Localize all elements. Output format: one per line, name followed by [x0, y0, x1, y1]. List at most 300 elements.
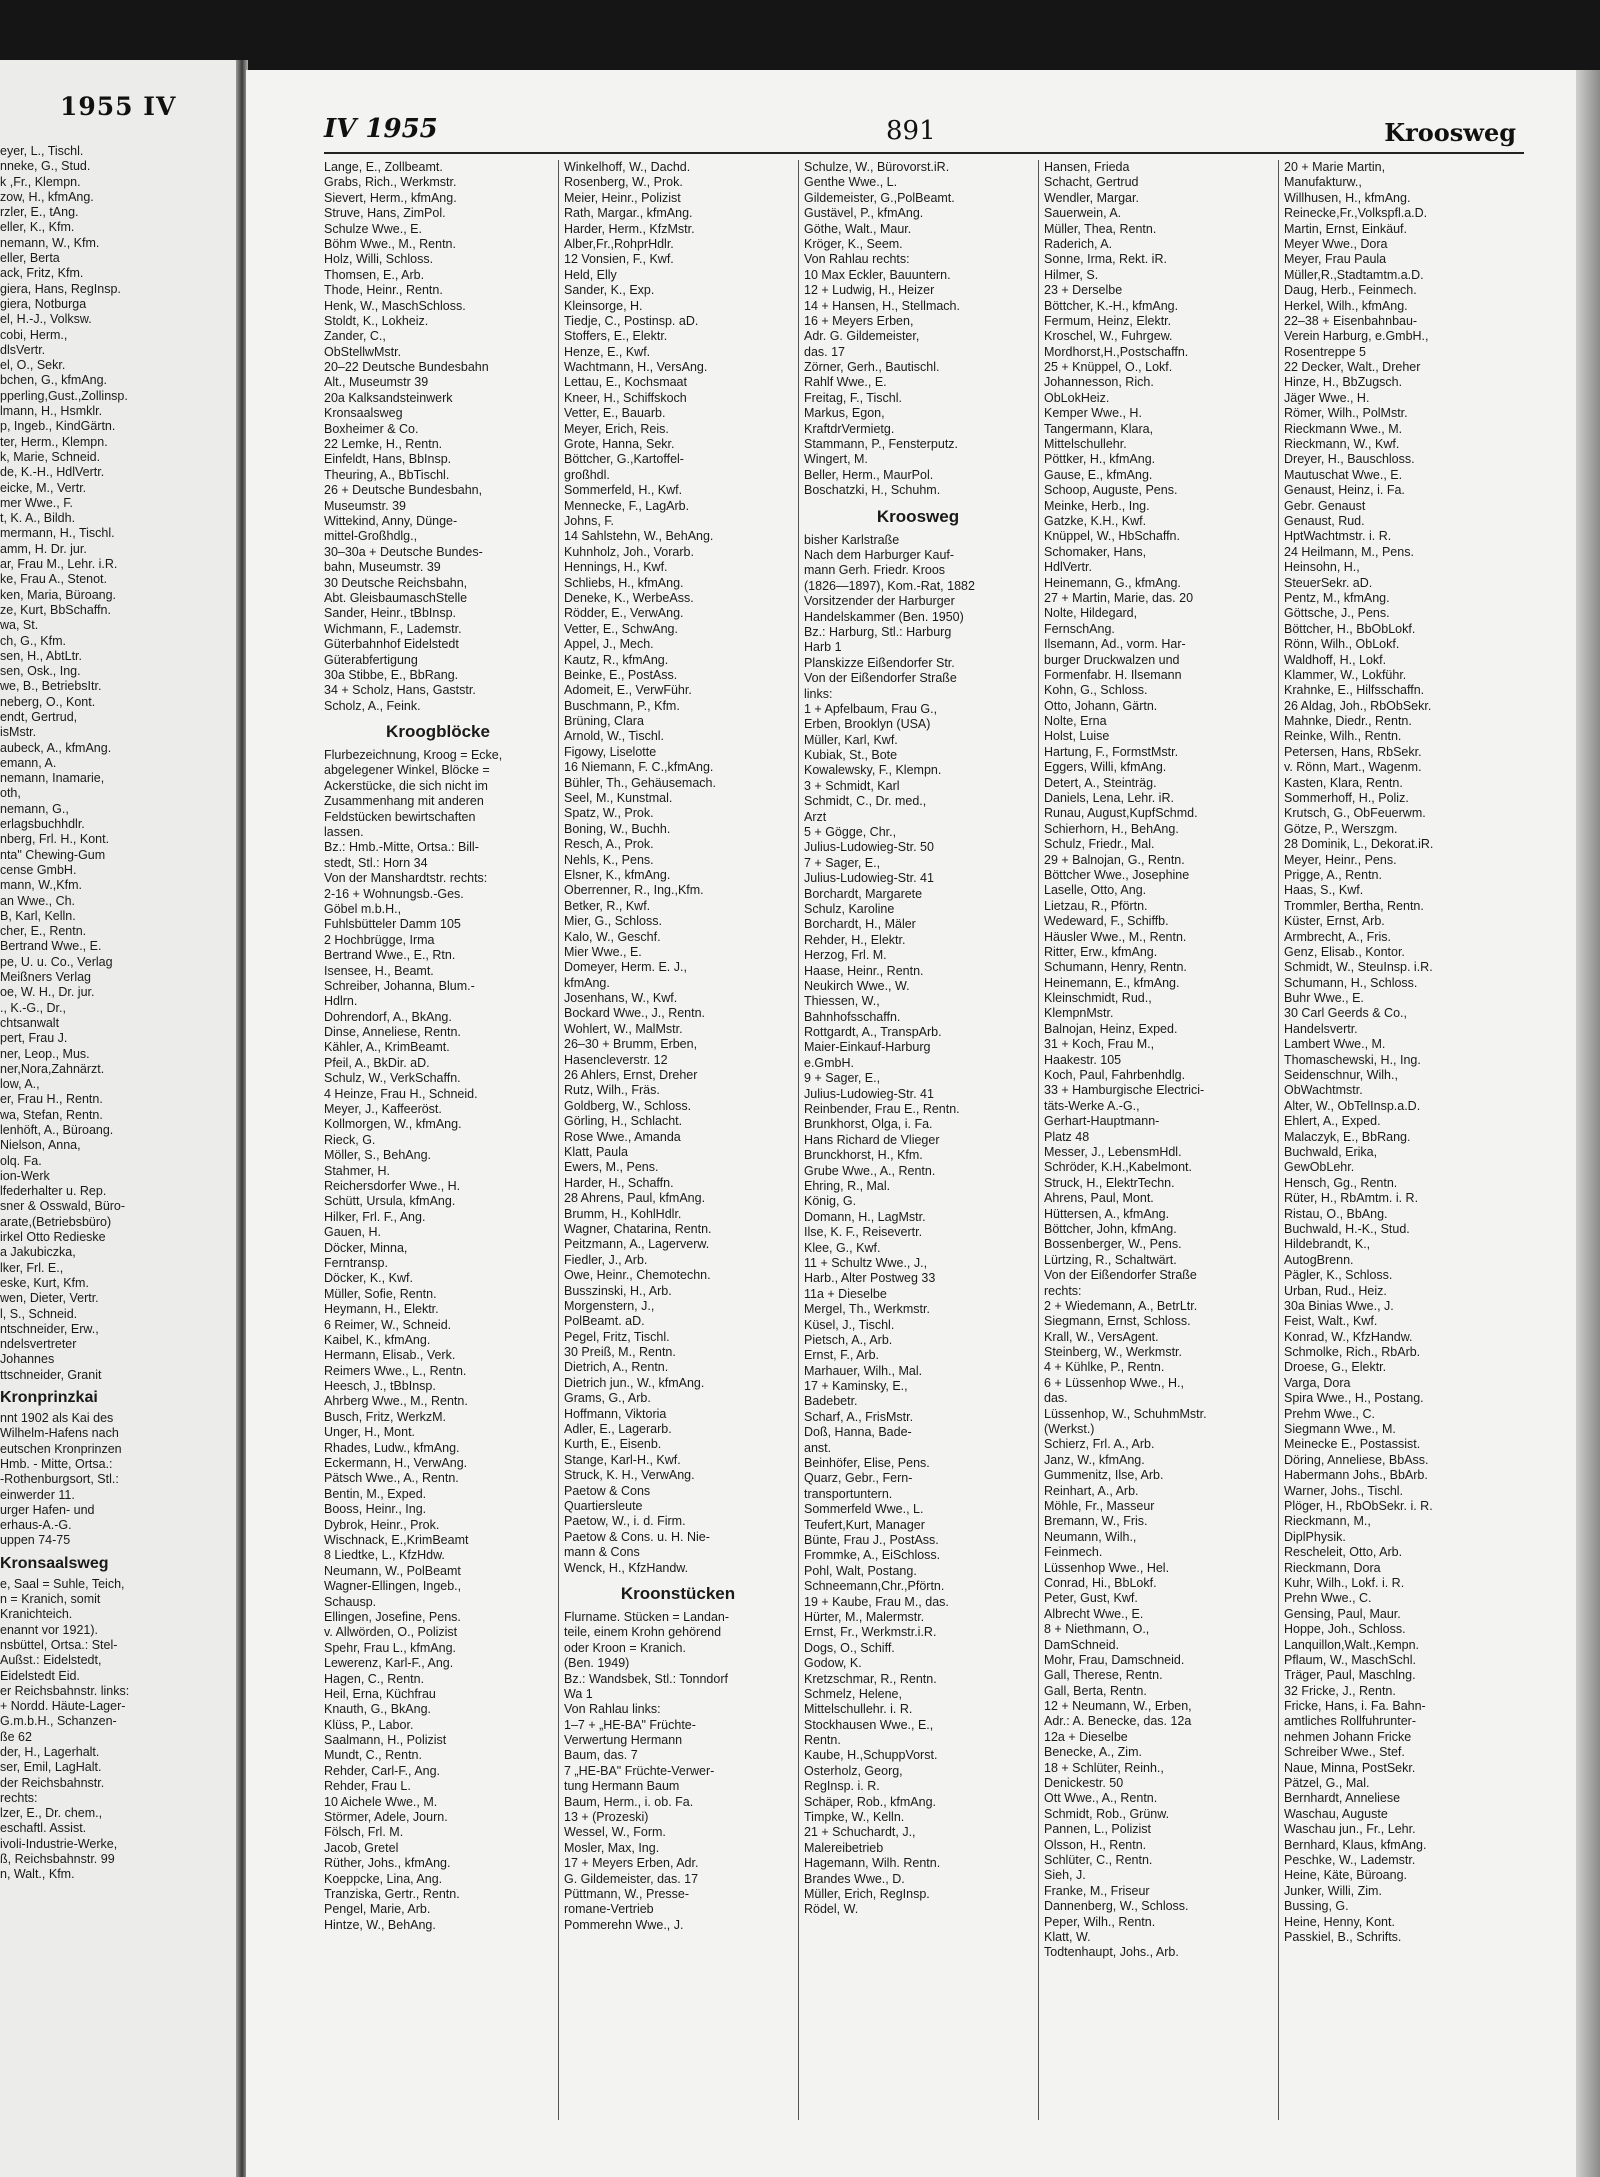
directory-entry: Mittelschullehr.	[1044, 437, 1127, 452]
directory-entry: links:	[804, 686, 833, 701]
directory-entry: Pommerehn Wwe., J.	[564, 1917, 684, 1932]
directory-entry: 9 + Sager, E.,	[804, 1071, 881, 1086]
directory-entry: cense GmbH.	[0, 862, 77, 877]
directory-entry: Rieck, G.	[324, 1132, 376, 1147]
directory-entry: Neumann, Wilh.,	[1044, 1529, 1137, 1544]
directory-entry: Franke, M., Friseur	[1044, 1883, 1150, 1898]
directory-entry: ch, G., Kfm.	[0, 633, 66, 648]
directory-entry: Ernst, Fr., Werkmstr.i.R.	[804, 1625, 937, 1640]
directory-entry: 13 + (Prozeski)	[564, 1810, 649, 1825]
directory-entry: Rath, Margar., kfmAng.	[564, 206, 693, 221]
directory-entry: Adomeit, E., VerwFühr.	[564, 683, 692, 698]
directory-entry: Kuhnholz, Joh., Vorarb.	[564, 544, 694, 559]
directory-entry: cher, E., Rentn.	[0, 924, 87, 939]
directory-entry: Wichmann, F., Lademstr.	[324, 621, 462, 636]
directory-entry: Nolte, Erna	[1044, 714, 1107, 729]
directory-entry: Plöger, H., RbObSekr. i. R.	[1284, 1498, 1433, 1513]
directory-entry: Steinberg, W., Werkmstr.	[1044, 1345, 1183, 1360]
directory-entry: Fölsch, Frl. M.	[324, 1825, 404, 1840]
directory-entry: Vetter, E., Bauarb.	[564, 406, 666, 421]
directory-entry: Reinecke,Fr.,Volkspfl.a.D.	[1284, 206, 1428, 221]
directory-entry: Stoffers, E., Elektr.	[564, 329, 668, 344]
directory-entry: Peitzmann, A., Lagerverw.	[564, 1237, 710, 1252]
directory-entry: Meyer, Erich, Reis.	[564, 421, 669, 436]
directory-entry: Schneemann,Chr.,Pförtn.	[804, 1579, 945, 1594]
directory-entry: Frommke, A., EiSchloss.	[804, 1548, 941, 1563]
directory-entry: endt, Gertrud,	[0, 709, 78, 724]
directory-entry: Schmidt, W., SteuInsp. i.R.	[1284, 960, 1433, 975]
directory-entry: Freitag, F., Tischl.	[804, 390, 902, 405]
directory-entry: Wendler, Margar.	[1044, 190, 1139, 205]
directory-entry: Pätsch Wwe., A., Rentn.	[324, 1471, 459, 1486]
directory-entry: Fricke, Hans, i. Fa. Bahn-	[1284, 1699, 1426, 1714]
directory-entry: Ernst, F., Arb.	[804, 1348, 880, 1363]
directory-entry: Meinecke E., Postassist.	[1284, 1437, 1421, 1452]
directory-entry: Ehring, R., Mal.	[804, 1179, 891, 1193]
directory-entry: Seidenschnur, Wilh.,	[1284, 1068, 1398, 1083]
directory-entry: einwerder 11.	[0, 1487, 75, 1502]
directory-entry: Kroschel, W., Fuhrgew.	[1044, 329, 1173, 344]
directory-entry: nsbüttel, Ortsa.: Stel-	[0, 1637, 118, 1652]
directory-entry: Mennecke, F., LagArb.	[564, 498, 690, 513]
directory-entry: Gerhart-Hauptmann-	[1044, 1114, 1160, 1129]
directory-entry: Kleinsorge, H.	[564, 298, 643, 313]
directory-entry: wa, Stefan, Rentn.	[0, 1107, 103, 1122]
directory-entry: er, Frau H., Rentn.	[0, 1092, 103, 1107]
directory-entry: n, Walt., Kfm.	[0, 1867, 75, 1882]
page-edge	[1576, 70, 1600, 2177]
directory-entry: + Nordd. Häute-Lager-	[0, 1699, 126, 1714]
directory-entry: ner, Leop., Mus.	[0, 1046, 90, 1061]
directory-entry: Habermann Johs., BbArb.	[1284, 1468, 1428, 1483]
directory-entry: Wagner-Ellingen, Ingeb.,	[324, 1579, 462, 1594]
directory-entry: Daniels, Lena, Lehr. iR.	[1044, 791, 1174, 806]
directory-entry: Güterbahnhof Eidelstedt	[324, 637, 459, 652]
directory-entry: 1–7 + „HE-BA" Früchte-	[564, 1717, 696, 1732]
directory-entry: Reimers Wwe., L., Rentn.	[324, 1363, 467, 1378]
street-section-title: Kroogblöcke	[386, 722, 490, 742]
directory-entry: erlagsbuchhdlr.	[0, 817, 85, 832]
directory-entry: Koch, Paul, Fahrbenhdlg.	[1044, 1068, 1186, 1083]
directory-entry: nneke, G., Stud.	[0, 159, 91, 174]
directory-entry: Klüss, P., Labor.	[324, 1717, 414, 1732]
directory-entry: Kubiak, St., Bote	[804, 748, 898, 763]
directory-entry: Knauth, G., BkAng.	[324, 1702, 432, 1717]
directory-entry: Ott Wwe., A., Rentn.	[1044, 1791, 1158, 1806]
directory-entry: Grote, Hanna, Sekr.	[564, 437, 675, 452]
directory-entry: Bz.: Hmb.-Mitte, Ortsa.: Bill-	[324, 840, 479, 855]
directory-entry: Gatzke, K.H., Kwf.	[1044, 513, 1147, 528]
directory-entry: ken, Maria, Büroang.	[0, 587, 117, 602]
directory-entry: Wessel, W., Form.	[564, 1825, 666, 1840]
directory-entry: Gebr. Genaust	[1284, 498, 1366, 513]
directory-entry: Bahnhofsschaffn.	[804, 1009, 901, 1024]
directory-entry: Bertrand Wwe., E.	[0, 939, 102, 954]
directory-entry: stedt, Stl.: Horn 34	[324, 855, 428, 870]
directory-entry: 33 + Hamburgische Electrici-	[1044, 1083, 1205, 1098]
directory-entry: Göthe, Walt., Maur.	[804, 221, 912, 236]
directory-entry: Müller, Karl, Kwf.	[804, 732, 898, 747]
directory-entry: Mergel, Th., Werkmstr.	[804, 1302, 930, 1317]
directory-entry: Meier, Heinr., Polizist	[564, 190, 681, 205]
directory-entry: Adler, E., Lagerarb.	[564, 1422, 672, 1437]
directory-entry: Borchardt, H., Mäler	[804, 917, 916, 932]
directory-entry: Wedeward, F., Schiffb.	[1044, 914, 1169, 929]
directory-entry: Rutz, Wilh., Fräs.	[564, 1083, 660, 1098]
directory-entry: Grabs, Rich., Werkmstr.	[324, 175, 457, 190]
directory-entry: kfmAng.	[564, 975, 610, 990]
directory-entry: oth,	[0, 786, 21, 801]
directory-entry: arate,(Betriebsbüro)	[0, 1214, 112, 1229]
directory-entry: ndelsvertreter	[0, 1337, 77, 1352]
directory-entry: t, K. A., Bildh.	[0, 511, 76, 526]
street-section-title: Kroonstücken	[620, 1583, 736, 1603]
running-head-street: Kroosweg	[1384, 118, 1516, 147]
directory-entry: Osterholz, Georg,	[804, 1763, 903, 1778]
directory-entry: 16 Niemann, F. C.,kfmAng.	[564, 760, 714, 775]
directory-entry: Schmidt, C., Dr. med.,	[804, 794, 927, 809]
directory-entry: Schoop, Auguste, Pens.	[1044, 483, 1178, 498]
directory-entry: Dietrich jun., W., kfmAng.	[564, 1375, 705, 1390]
directory-entry: Brandes Wwe., D.	[804, 1871, 905, 1886]
directory-entry: Johns, F.	[564, 513, 615, 528]
left-page-column	[0, 144, 230, 1883]
directory-entry: Formenfabr. H. Ilsemann	[1044, 667, 1182, 682]
directory-entry: 20a Kalksandsteinwerk	[324, 390, 453, 405]
directory-entry: Schomaker, Hans,	[1044, 544, 1147, 559]
directory-entry: 30a Binias Wwe., J.	[1284, 1298, 1394, 1313]
directory-entry: das. 17	[804, 344, 846, 359]
directory-entry: Mordhorst,H.,Postschaffn.	[1044, 344, 1189, 359]
directory-entry: Prehn Wwe., C.	[1284, 1591, 1372, 1606]
directory-entry: Prehm Wwe., C.	[1284, 1406, 1375, 1421]
directory-entry: Bünte, Frau J., PostAss.	[804, 1532, 939, 1547]
directory-entry: mann, W.,Kfm.	[0, 878, 82, 893]
directory-entry: Josenhans, W., Kwf.	[564, 991, 678, 1006]
directory-entry: Mier Wwe., E.	[564, 944, 642, 959]
directory-entry: Lambert Wwe., M.	[1284, 1037, 1386, 1052]
directory-entry: Struck, K. H., VerwAng.	[564, 1468, 695, 1483]
directory-entry: Meyer Wwe., Dora	[1284, 236, 1388, 251]
directory-entry: Rosentreppe 5	[1284, 344, 1367, 359]
directory-entry: Ehlert, A., Exped.	[1284, 1114, 1381, 1129]
directory-entry: sner & Osswald, Büro-	[0, 1199, 126, 1214]
directory-entry: Oberrenner, R., Ing.,Kfm.	[564, 883, 704, 898]
directory-entry: Wachtmann, H., VersAng.	[564, 360, 708, 375]
directory-entry: Eckermann, H., VerwAng.	[324, 1456, 468, 1471]
left-entries-a	[0, 144, 230, 1383]
directory-entry: Hilmer, S.	[1044, 267, 1099, 282]
directory-entry: DamSchneid.	[1044, 1637, 1120, 1652]
directory-entry: Böhm Wwe., M., Rentn.	[324, 236, 456, 251]
directory-entry: 20–22 Deutsche Bundesbahn	[324, 360, 489, 375]
directory-entry: ser, Emil, LagHalt.	[0, 1760, 102, 1775]
directory-entry: Flurbezeichnung, Kroog = Ecke,	[324, 748, 503, 763]
directory-entry: Buchwald, H.-K., Stud.	[1284, 1221, 1410, 1236]
directory-entry: 7 „HE-BA" Früchte-Verwer-	[564, 1763, 715, 1778]
directory-entry: giera, Notburga	[0, 296, 87, 311]
directory-entry: Götze, P., Werszgm.	[1284, 821, 1398, 836]
directory-entry: Sommerfeld, H., Kwf.	[564, 483, 683, 498]
directory-entry: Doß, Hanna, Bade-	[804, 1425, 912, 1440]
directory-entry: Heine, Henny, Kont.	[1284, 1914, 1395, 1929]
directory-entry: Ackerstücke, die sich nicht im	[324, 778, 488, 793]
directory-entry: Passkiel, B., Schrifts.	[1284, 1929, 1402, 1944]
directory-entry: Detert, A., Steinträg.	[1044, 775, 1157, 790]
directory-entry: 26–30 + Brumm, Erben,	[564, 1037, 698, 1052]
directory-entry: 20 + Marie Martin,	[1284, 160, 1386, 174]
directory-entry: Badebetr.	[804, 1394, 858, 1409]
directory-entry: ion-Werk	[0, 1168, 50, 1183]
directory-entry: Conrad, Hi., BbLokf.	[1044, 1575, 1157, 1590]
directory-entry: ack, Fritz, Kfm.	[0, 266, 84, 281]
directory-entry: Boning, W., Buchh.	[564, 821, 671, 836]
directory-entry: 11a + Dieselbe	[804, 1286, 887, 1301]
directory-entry: Julius-Ludowieg-Str. 41	[804, 871, 934, 886]
directory-entry: Haas, S., Kwf.	[1284, 883, 1364, 898]
directory-entry: eller, K., Kfm.	[0, 220, 75, 235]
directory-entry: Wenck, H., KfzHandw.	[564, 1560, 689, 1575]
directory-entry: Böttcher, H., BbObLokf.	[1284, 621, 1416, 636]
directory-entry: bisher Karlstraße	[804, 532, 900, 547]
directory-entry: Mahnke, Diedr., Rentn.	[1284, 714, 1412, 729]
directory-entry: Schacht, Gertrud	[1044, 175, 1139, 190]
directory-entry: Peschke, W., Lademstr.	[1284, 1852, 1416, 1867]
directory-entry: Quarz, Gebr., Fern-	[804, 1471, 913, 1486]
directory-entry: Isensee, H., Beamt.	[324, 963, 434, 978]
directory-entry: Adr.: A. Benecke, das. 12a	[1044, 1714, 1192, 1729]
directory-entry: mann Gerh. Friedr. Kroos	[804, 563, 946, 578]
directory-entry: 11 + Schultz Wwe., J.,	[804, 1255, 928, 1270]
directory-entry: el, H.-J., Volksw.	[0, 312, 92, 327]
directory-entry: Klatt, W.	[1044, 1929, 1091, 1944]
directory-entry: Heinemann, E., kfmAng.	[1044, 975, 1180, 990]
directory-entry: Olsson, H., Rentn.	[1044, 1837, 1147, 1852]
directory-entry: e, Saal = Suhle, Teich,	[0, 1576, 125, 1591]
directory-entry: Pentz, M., kfmAng.	[1284, 590, 1390, 605]
directory-entry: aubeck, A., kfmAng.	[0, 740, 112, 755]
directory-entry: ObLokHeiz.	[1044, 390, 1110, 405]
directory-entry: Paetow & Cons	[564, 1483, 651, 1498]
directory-entry: Hansen, Frieda	[1044, 160, 1130, 174]
directory-entry: Zander, C.,	[324, 329, 386, 344]
directory-entry: Spehr, Frau L., kfmAng.	[324, 1640, 457, 1655]
directory-entry: 30 Deutsche Reichsbahn,	[324, 575, 468, 590]
directory-entry: Domann, H., LagMstr.	[804, 1209, 926, 1224]
directory-entry: 12 + Neumann, W., Erben,	[1044, 1699, 1192, 1714]
directory-entry: Rieckmann, W., Kwf.	[1284, 437, 1400, 452]
directory-entry: Owe, Heinr., Chemotechn.	[564, 1268, 711, 1283]
directory-entry: Von Rahlau links:	[564, 1702, 661, 1717]
page-header	[246, 104, 1576, 154]
directory-entry: k, Marie, Schneid.	[0, 449, 101, 464]
directory-entry: Busch, Fritz, WerkzM.	[324, 1409, 447, 1424]
directory-entry: Döcker, K., Kwf.	[324, 1271, 413, 1286]
directory-entry: Pohl, Walt, Postang.	[804, 1563, 917, 1578]
directory-entry: Paetow, W., i. d. Firm.	[564, 1514, 686, 1529]
column-divider	[558, 160, 559, 2120]
directory-entry: ntschneider, Erw.,	[0, 1321, 99, 1336]
directory-entry: Hennings, H., Kwf.	[564, 560, 668, 575]
directory-entry: Daug, Herb., Feinmech.	[1284, 283, 1417, 298]
directory-entry: Heil, Erna, Küchfrau	[324, 1686, 436, 1701]
directory-entry: irkel Otto Redieske	[0, 1230, 106, 1245]
directory-entry: Julius-Ludowieg-Str. 41	[804, 1086, 934, 1101]
directory-entry: Ritter, Erw., kfmAng.	[1044, 944, 1158, 959]
directory-entry: eschaftl. Assist.	[0, 1821, 87, 1836]
directory-entry: Haase, Heinr., Rentn.	[804, 963, 924, 978]
directory-column-2	[564, 160, 792, 1933]
directory-entry: Lewerenz, Karl-F., Ang.	[324, 1656, 454, 1671]
directory-entry: 6 Reimer, W., Schneid.	[324, 1317, 452, 1332]
directory-entry: Tiedje, C., Postinsp. aD.	[564, 313, 699, 328]
directory-entry: Klee, G., Kwf.	[804, 1240, 881, 1255]
directory-entry: Mier, G., Schloss.	[564, 914, 662, 929]
directory-entry: bchen, G., kfmAng.	[0, 373, 107, 388]
directory-entry: Bremann, W., Fris.	[1044, 1514, 1148, 1529]
directory-entry: Genthe Wwe., L.	[804, 175, 898, 190]
directory-entry: 22 Decker, Walt., Dreher	[1284, 360, 1421, 375]
directory-entry: Mautuschat Wwe., E.	[1284, 467, 1403, 482]
right-page	[246, 70, 1576, 2177]
page-number: 891	[886, 116, 936, 146]
directory-entry: Holz, Willi, Schloss.	[324, 252, 434, 267]
directory-entry: Kalo, W., Geschf.	[564, 929, 661, 944]
directory-entry: Hüttersen, A., kfmAng.	[1044, 1206, 1170, 1221]
directory-entry: Küster, Ernst, Arb.	[1284, 914, 1385, 929]
directory-entry: Boschatzki, H., Schuhm.	[804, 483, 941, 498]
directory-entry: Kohn, G., Schloss.	[1044, 683, 1148, 698]
directory-entry: Borchardt, Margarete	[804, 886, 923, 901]
directory-entry: Rhades, Ludw., kfmAng.	[324, 1440, 460, 1455]
directory-entry: Feinmech.	[1044, 1545, 1103, 1560]
directory-entry: Hoppe, Joh., Schloss.	[1284, 1622, 1406, 1637]
directory-entry: Wingert, M.	[804, 452, 868, 467]
directory-entry: Kröger, K., Seem.	[804, 236, 903, 251]
directory-entry: Hoffmann, Viktoria	[564, 1406, 667, 1421]
directory-entry: 10 Aichele Wwe., M.	[324, 1794, 438, 1809]
directory-entry: Rieckmann, M.,	[1284, 1514, 1371, 1529]
directory-entry: PolBeamt. aD.	[564, 1314, 645, 1329]
directory-entry: burger Druckwalzen und	[1044, 652, 1180, 667]
directory-entry: Hensch, Gg., Rentn.	[1284, 1175, 1398, 1190]
directory-entry: Mittelschullehr. i. R.	[804, 1702, 913, 1717]
directory-entry: -Rothenburgsort, Stl.:	[0, 1472, 119, 1487]
directory-entry: Kähler, A., KrimBeamt.	[324, 1040, 450, 1055]
directory-entry: eller, Berta	[0, 251, 60, 266]
header-rule	[324, 152, 1524, 154]
directory-entry: Beinke, E., PostAss.	[564, 667, 678, 682]
left-page-header: 1955 IV	[60, 92, 177, 121]
directory-entry: Von der Manshardtstr. rechts:	[324, 871, 488, 886]
directory-entry: p, Ingeb., KindGärtn.	[0, 419, 116, 434]
directory-entry: eicke, M., Vertr.	[0, 480, 87, 495]
directory-entry: Handelskammer (Ben. 1950)	[804, 609, 964, 624]
directory-entry: Trommler, Bertha, Rentn.	[1284, 898, 1424, 913]
directory-entry: Schulz, Friedr., Mal.	[1044, 837, 1155, 852]
directory-entry: rzler, E., tAng.	[0, 205, 79, 220]
directory-entry: 8 + Niethmann, O.,	[1044, 1622, 1150, 1637]
directory-entry: 4 + Kühlke, P., Rentn.	[1044, 1360, 1165, 1375]
directory-entry: Armbrecht, A., Fris.	[1284, 929, 1391, 944]
directory-entry: SteuerSekr. aD.	[1284, 575, 1373, 590]
directory-entry: Meinke, Herb., Ing.	[1044, 498, 1150, 513]
directory-entry: Gall, Berta, Rentn.	[1044, 1683, 1147, 1698]
directory-entry: erhaus-A.-G.	[0, 1518, 72, 1533]
directory-entry: rechts:	[0, 1790, 38, 1805]
directory-entry: Struve, Hans, ZimPol.	[324, 206, 446, 221]
directory-entry: ar, Frau M., Lehr. i.R.	[0, 557, 118, 572]
directory-entry: el, O., Sekr.	[0, 358, 66, 373]
directory-entry: Rüter, H., RbAmtm. i. R.	[1284, 1191, 1419, 1206]
directory-entry: Bernhardt, Anneliese	[1284, 1791, 1401, 1806]
directory-entry: Müller,R.,Stadtamtm.a.D.	[1284, 267, 1424, 282]
directory-entry: Hermann, Elisab., Verk.	[324, 1348, 456, 1363]
directory-entry: Alter, W., ObTelInsp.a.D.	[1284, 1098, 1421, 1113]
directory-entry: Raderich, A.	[1044, 236, 1113, 251]
directory-entry: 26 Aldag, Joh., RbObSekr.	[1284, 698, 1432, 713]
directory-entry: amtliches Rollfuhrunter-	[1284, 1714, 1416, 1729]
directory-entry: Ferntransp.	[324, 1255, 388, 1270]
directory-entry: Rehder, H., Elektr.	[804, 932, 906, 947]
directory-entry: Deneke, K., WerbeAss.	[564, 590, 694, 605]
directory-entry: zow, H., kfmAng.	[0, 189, 94, 204]
directory-entry: Pflaum, W., MaschSchl.	[1284, 1652, 1416, 1667]
directory-entry: Von der Eißendorfer Straße	[1044, 1268, 1197, 1283]
directory-entry: Feist, Walt., Kwf.	[1284, 1314, 1378, 1329]
directory-entry: anst.	[804, 1440, 832, 1455]
left-page	[0, 60, 238, 2177]
directory-entry: ze, Kurt, BbSchaffn.	[0, 602, 111, 617]
directory-entry: Prigge, A., Rentn.	[1284, 867, 1382, 882]
directory-entry: Pätzel, G., Mal.	[1284, 1776, 1370, 1791]
directory-entry: Scholz, A., Feink.	[324, 698, 421, 713]
directory-entry: giera, Hans, RegInsp.	[0, 281, 121, 296]
directory-entry: RegInsp. i. R.	[804, 1779, 880, 1794]
directory-entry: Reinbender, Frau E., Rentn.	[804, 1102, 960, 1117]
directory-entry: Mosler, Max, Ing.	[564, 1840, 660, 1855]
directory-entry: 1 + Apfelbaum, Frau G.,	[804, 701, 938, 716]
directory-entry: Verein Harburg, e.GmbH.,	[1284, 329, 1429, 344]
directory-entry: an Wwe., Ch.	[0, 893, 76, 908]
directory-entry: 4 Heinze, Frau H., Schneid.	[324, 1086, 478, 1101]
directory-entry: Schmolke, Rich., RbArb.	[1284, 1345, 1421, 1360]
directory-entry: Konrad, W., KfzHandw.	[1284, 1329, 1413, 1344]
directory-entry: Platz 48	[1044, 1129, 1090, 1144]
directory-entry: Henk, W., MaschSchloss.	[324, 298, 466, 313]
directory-entry: Pfeil, A., BkDir. aD.	[324, 1055, 430, 1070]
directory-entry: Harder, H., Schaffn.	[564, 1175, 674, 1190]
directory-entry: Kurth, E., Eisenb.	[564, 1437, 662, 1452]
directory-entry: Neumann, W., PolBeamt	[324, 1563, 461, 1578]
directory-entry: Messer, J., LebensmHdl.	[1044, 1145, 1182, 1159]
directory-entry: Domeyer, Herm. E. J.,	[564, 960, 687, 975]
directory-entry: Rottgardt, A., TranspArb.	[804, 1025, 942, 1040]
directory-entry: Thiessen, W.,	[804, 994, 880, 1009]
directory-entry: Heymann, H., Elektr.	[324, 1302, 439, 1317]
directory-entry: Brunkhorst, Olga, i. Fa.	[804, 1117, 933, 1132]
directory-entry: Möller, S., BehAng.	[324, 1148, 432, 1163]
directory-entry: Schumann, Henry, Rentn.	[1044, 960, 1187, 975]
directory-entry: täts-Werke A.-G.,	[1044, 1098, 1140, 1113]
directory-entry: Ahrberg Wwe., M., Rentn.	[324, 1394, 468, 1409]
directory-entry: emann, A.	[0, 755, 57, 770]
directory-entry: we, B., BetriebsItr.	[0, 679, 102, 694]
directory-entry: Dinse, Anneliese, Rentn.	[324, 1025, 461, 1040]
directory-entry: Beller, Herm., MaurPol.	[804, 467, 934, 482]
directory-column-1	[324, 160, 552, 1933]
section-title-kronprinzkai: Kronprinzkai	[0, 1389, 98, 1407]
